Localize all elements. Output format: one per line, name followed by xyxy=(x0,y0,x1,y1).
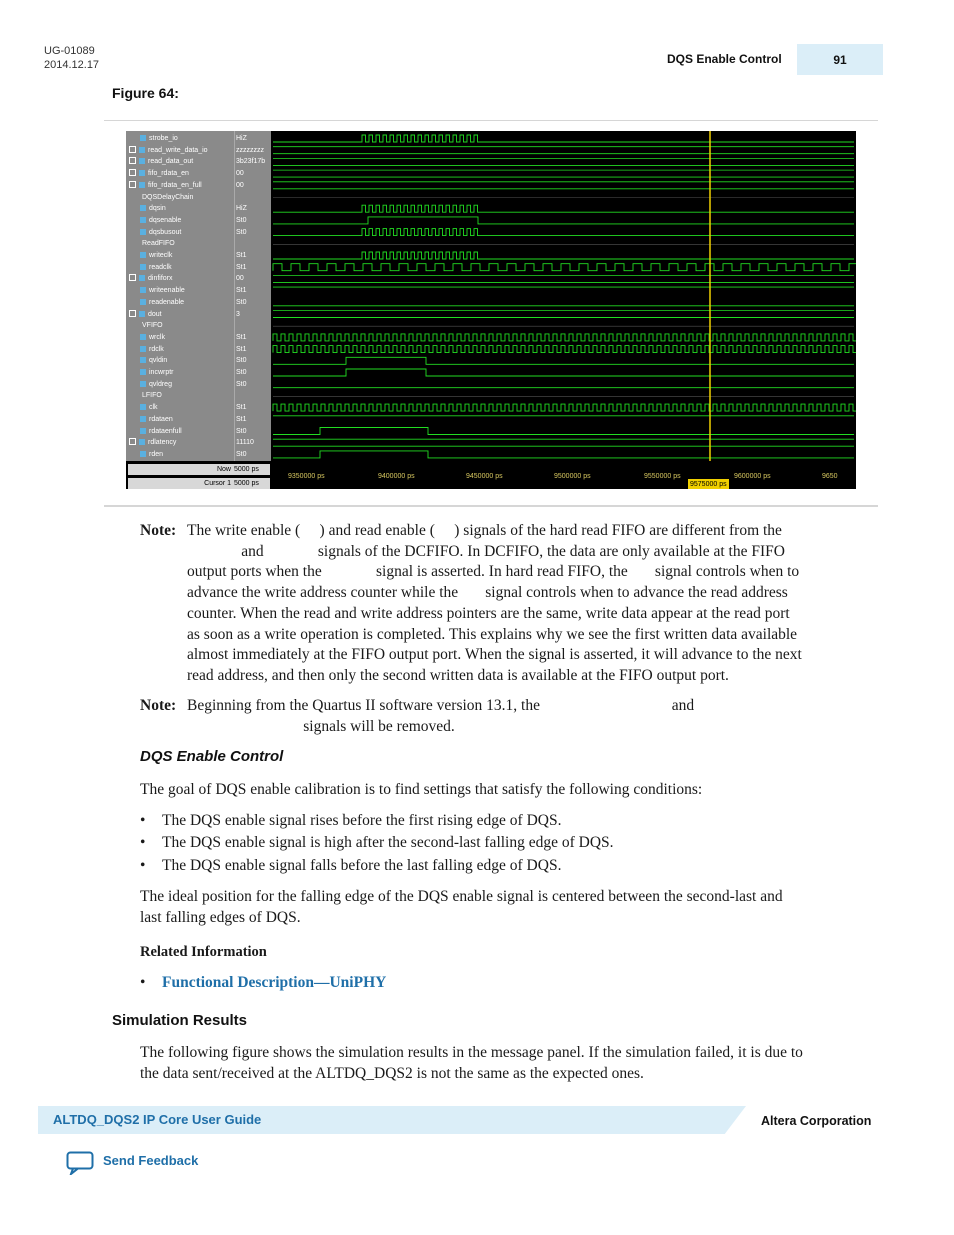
paragraph-line: the data sent/received at the ALTDQ_DQS2 is not the same as the expected ones. xyxy=(140,1065,644,1082)
signal-name: read_write_data_io xyxy=(148,146,208,154)
signal-name: writeclk xyxy=(149,252,173,259)
signal-trace xyxy=(273,404,856,411)
note-line: as soon as a write operation is completed. This explains why we see the first written data available xyxy=(187,625,798,643)
signal-value: 11110 xyxy=(236,439,254,447)
note-line: almost immediately at the FIFO output port. When the signal is asserted, it will advance to the next xyxy=(187,646,802,664)
signal-name: dqsenable xyxy=(149,216,182,224)
bullet-text: The DQS enable signal is high after the second-last falling edge of DQS. xyxy=(162,834,614,851)
signal-value: St0 xyxy=(236,450,247,458)
signal-name: strobe_io xyxy=(149,135,178,142)
section-heading: DQS Enable Control xyxy=(140,748,284,765)
time-tick-label: 9650 xyxy=(822,473,838,480)
time-tick-label: 9550000 ps xyxy=(644,473,681,480)
figure-bottom-rule xyxy=(104,505,878,507)
note-line: The write enable ( ) and read enable ( ) signals of the hard read FIFO are different from the xyxy=(187,522,782,539)
note-label: Note: xyxy=(140,522,177,539)
cursor-time-label: 9575000 ps xyxy=(690,481,727,488)
signal-name: rdclk xyxy=(149,345,164,353)
paragraph-line: The ideal position for the falling edge of the DQS enable signal is centered between the second-last and xyxy=(140,888,783,905)
signal-name: dout xyxy=(148,310,162,318)
signal-trace xyxy=(273,369,854,376)
signal-name: fifo_rdata_en xyxy=(148,170,189,178)
section-header-title: DQS Enable Control xyxy=(667,52,782,66)
signal-value: St1 xyxy=(236,287,247,295)
figure-label: Figure 64: xyxy=(112,85,179,101)
cursor-label: Cursor 1 xyxy=(128,478,234,489)
signal-name: fifo_rdata_en_full xyxy=(148,181,202,189)
signal-trace xyxy=(273,135,854,142)
signal-trace xyxy=(273,229,854,236)
note-line: and signals of the DCFIFO. In DCFIFO, the data are only available at the FIFO xyxy=(187,542,785,560)
figure-top-rule xyxy=(104,120,878,121)
note-line: Beginning from the Quartus II software version 13.1, the and xyxy=(187,697,695,714)
note-line: read address, and then only the second written data is available at the FIFO output port. xyxy=(187,666,729,684)
signal-trace xyxy=(273,428,854,435)
signal-trace xyxy=(273,451,854,458)
simulation-paragraph xyxy=(140,1042,870,1084)
related-information-heading: Related Information xyxy=(140,944,267,960)
signal-trace xyxy=(273,334,856,341)
signal-value: St1 xyxy=(236,345,247,353)
note-label: Note: xyxy=(140,697,177,714)
simulation-results-heading: Simulation Results xyxy=(112,1012,248,1029)
signal-value: St1 xyxy=(236,404,247,412)
note-line: counter. When the read and write address pointers are the same, write data appear at the read port xyxy=(187,604,790,622)
signal-name: readenable xyxy=(149,298,185,306)
signal-name: rden xyxy=(149,450,164,458)
waveform-viewer xyxy=(126,131,856,489)
signal-value: St0 xyxy=(236,298,247,306)
signal-name: incwrptr xyxy=(149,369,174,376)
signal-name: writeenable xyxy=(149,287,185,295)
signal-value: St1 xyxy=(236,252,247,259)
document-id xyxy=(44,44,99,72)
page-number: 91 xyxy=(797,44,883,75)
signal-trace xyxy=(273,264,856,271)
bullet-dot: • xyxy=(140,974,146,991)
bullet-dot: • xyxy=(140,812,146,829)
signal-group-label[interactable]: DQSDelayChain xyxy=(142,193,194,201)
bullet-text: The DQS enable signal rises before the first rising edge of DQS. xyxy=(162,812,562,829)
signal-value: HiZ xyxy=(236,205,247,213)
signal-value: 3 xyxy=(236,310,240,318)
signal-name: rdataen xyxy=(149,415,173,423)
signal-value: HiZ xyxy=(236,135,247,142)
signal-trace xyxy=(273,357,854,364)
note-body xyxy=(187,696,872,737)
time-tick-label: 9600000 ps xyxy=(734,473,771,480)
bullet-dot: • xyxy=(140,857,146,874)
doc-number: UG-01089 xyxy=(44,45,95,57)
feedback-icon[interactable] xyxy=(66,1151,94,1175)
signal-name: wrclk xyxy=(149,333,165,341)
signal-name: read_data_out xyxy=(148,158,194,166)
signal-value: St1 xyxy=(236,263,247,271)
signal-value: St1 xyxy=(236,333,247,341)
signal-name: readclk xyxy=(149,263,172,271)
bullet-dot: • xyxy=(140,834,146,851)
paragraph-line: The following figure shows the simulation results in the message panel. If the simulation failed, it is due to xyxy=(140,1044,803,1061)
signal-value: St0 xyxy=(236,380,247,388)
signal-name: rdlatency xyxy=(148,439,177,447)
signal-value: zzzzzzzz xyxy=(236,146,264,154)
signal-value: 00 xyxy=(236,181,244,189)
signal-trace xyxy=(273,217,854,224)
signal-name: rdataenfull xyxy=(149,427,182,435)
note-line: output ports when the signal is asserted. In hard read FIFO, the signal controls when to xyxy=(187,563,800,581)
signal-value: 00 xyxy=(236,170,244,178)
signal-name: clk xyxy=(149,404,158,412)
paragraph-line: last falling edges of DQS. xyxy=(140,909,301,926)
signal-value: St0 xyxy=(236,216,247,224)
bullet-text: The DQS enable signal falls before the last falling edge of DQS. xyxy=(162,857,562,874)
signal-trace xyxy=(273,346,856,353)
time-tick-label: 9400000 ps xyxy=(378,473,415,480)
signal-name: qvldreg xyxy=(149,380,172,388)
send-feedback-link[interactable]: Send Feedback xyxy=(103,1153,199,1168)
signal-value: 00 xyxy=(236,275,244,283)
signal-value: St0 xyxy=(236,228,247,236)
time-tick-label: 9350000 ps xyxy=(288,473,325,480)
signal-name: dqsin xyxy=(149,205,166,213)
time-tick-label: 9500000 ps xyxy=(554,473,591,480)
signal-group-label[interactable]: VFIFO xyxy=(142,322,163,330)
guide-title-link[interactable]: ALTDQ_DQS2 IP Core User Guide xyxy=(53,1112,262,1127)
now-value: 5000 ps xyxy=(234,464,270,475)
signal-value: St0 xyxy=(236,357,247,365)
signal-group-label[interactable]: LFIFO xyxy=(142,392,162,400)
note-line: signals will be removed. xyxy=(187,717,455,735)
signal-group-label[interactable]: ReadFIFO xyxy=(142,240,175,248)
signal-value: St0 xyxy=(236,427,247,435)
cursor-value: 5000 ps xyxy=(234,478,270,489)
signal-name: qvldin xyxy=(149,357,168,365)
note-body xyxy=(187,521,872,687)
functional-description-link[interactable]: Functional Description—UniPHY xyxy=(162,974,387,991)
signal-value: St0 xyxy=(236,369,247,376)
time-tick-label: 9450000 ps xyxy=(466,473,503,480)
signal-trace xyxy=(273,252,854,259)
signal-value: 3b23f17b xyxy=(236,158,266,166)
signal-name: dinfiforx xyxy=(148,275,173,283)
doc-date: 2014.12.17 xyxy=(44,59,100,71)
company-name: Altera Corporation xyxy=(761,1114,872,1128)
waveform-traces xyxy=(126,131,856,489)
intro-paragraph: The goal of DQS enable calibration is to find settings that satisfy the following conditions: xyxy=(140,781,703,798)
signal-value: St1 xyxy=(236,415,247,423)
now-label: Now xyxy=(128,464,234,475)
signal-trace xyxy=(273,205,854,212)
note-line: advance the write address counter while the signal controls when to advance the read address xyxy=(187,584,788,602)
signal-name: dqsbusout xyxy=(149,228,182,236)
waveform-timebar xyxy=(126,461,856,489)
ideal-position-paragraph xyxy=(140,886,870,928)
